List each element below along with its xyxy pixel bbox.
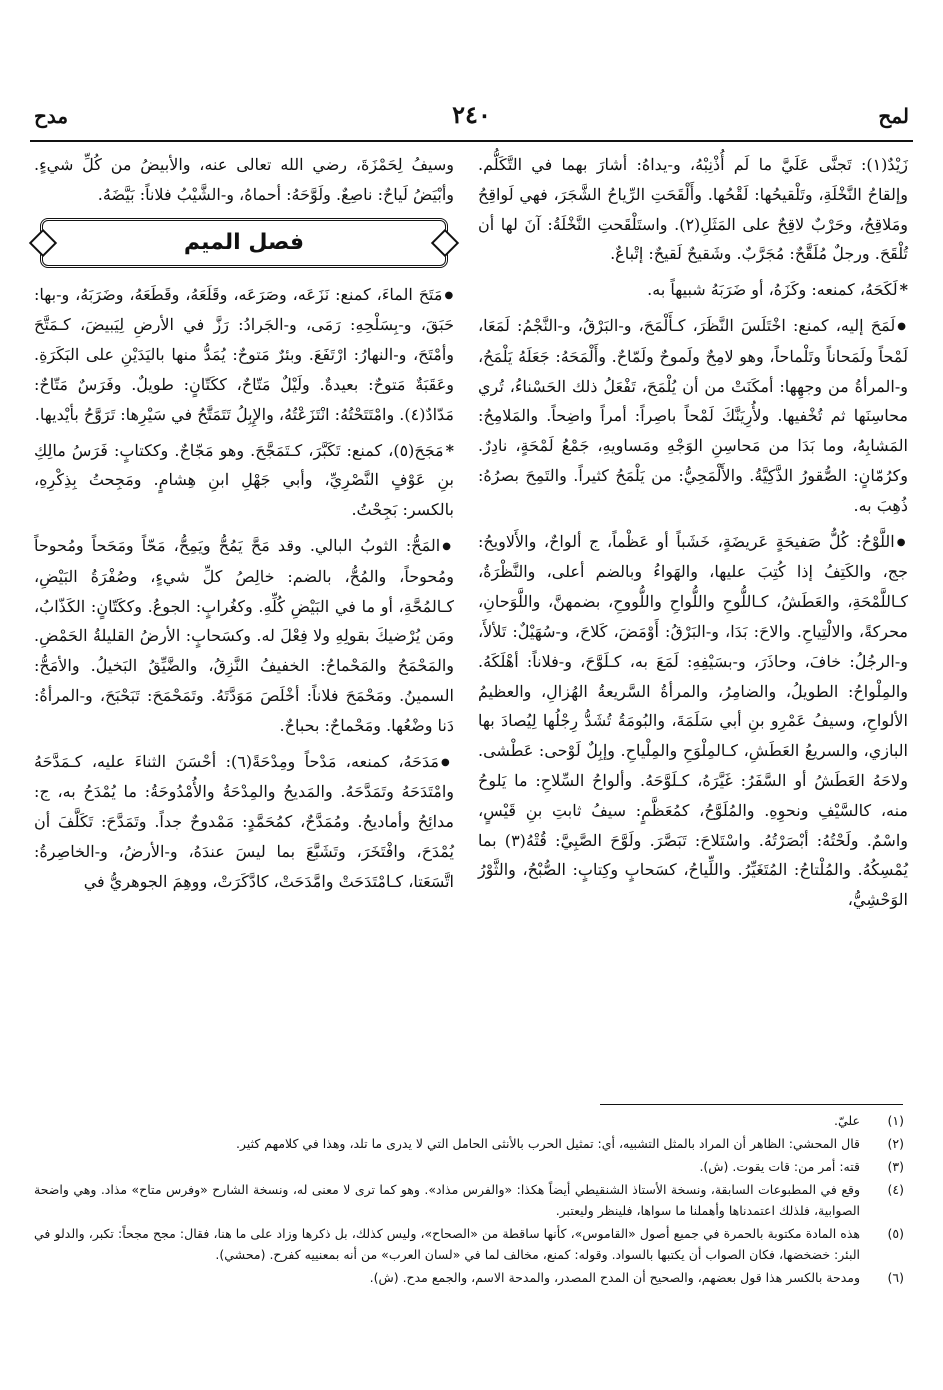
entry-paragraph: * لَكَحَهُ، كمنعه: وكَزَهُ، أو ضَرَبَهُ شبيهاً به. xyxy=(478,275,908,305)
section-title: فصل الميم xyxy=(183,229,305,255)
entry-paragraph: ● لَمَحَ إليه، كمنع: اخْتَلَسَ النَّظَرَ، كـأَلْمَحَ، و-البَرْقُ، و-النَّجْمُ: لَمَعَا، لَمْحاً ولَمَحاناً وتَلْماحاً، وهو لامِحٌ ولَموحٌ ولَمّاحٌ. وأَلْمَحَهُ: جَعَلَهُ يَلْمَحُ، و-المرأةُ من وجهِها: أمكَنَتْ من أن يُلْمَحَ، تَفْعَلُ ذلك الحَسْناءُ، تُري محاسِنَها ثم تُخْفيها. ولأُرِيَنَّكَ لَمْحاً باصِراً: أمراً واضِحاً. والمَلامِحُ: المَشابِهُ، وما بَدَا من مَحاسِنِ الوَجْهِ ومَساويهِ، جَمْعُ لَمْحَةٍ، نادِرٌ. وكرُمّانٍ: الصُّقورُ الذَّكِيَّةُ. والأَلْمَحِيُّ: من يَلْمَحُ كثيراً. والتَمِحَ بصرُهُ: ذُهِبَ به. xyxy=(478,311,908,521)
footnote-number: (٢) xyxy=(887,1136,904,1151)
footnote-number: (٦) xyxy=(887,1270,904,1285)
footnote xyxy=(34,1223,904,1265)
footnote xyxy=(34,1179,904,1221)
entry-paragraph: زَيْدٌ(١): تَجنَّى عَلَيَّ ما لَم أُذْنِبْهُ، و-يداهُ: أشارَ بهما في التَّكَلُّم. وإلقاحُ النَّخْلَةِ، وتَلْقيحُها: لَقْحُها. وأَلْقَحَتِ الرِّياحُ الشَّجَرَ، فهي لَواقِحُ ومَلاقِحُ، وحَرْبٌ لاقِحٌ على المَثَلِ(٢). واستَلْقَحتِ النَّخْلَةُ: آنَ لها أن تُلْقَحَ. ورجلٌ مُلَقَّحٌ: مُجَرَّبٌ. وشَقيحٌ لَقيحٌ: إتْباعٌ. xyxy=(478,155,908,264)
entry-paragraph: ● مَدَحَهُ، كمنعه، مَدْحاً ومِدْحَةً(٦): أحْسَنَ الثناءَ عليه، كـمَدَّحَهُ وامْتَدَحَهُ وتَمَدَّحَهُ. والمَديحُ والمِدْحَةُ والأُمْدُوحَةُ: ما يُمْدَحُ به، ج: مدائِحُ وأماديحُ. ومُمَدَّحٌ، كمُحَمَّدٍ: مَمْدوحٌ جداً. وتَمَدَّحَ: تَكَلَّفَ أن يُمْدَحَ، وافْتَخَرَ، وتَشَبَّعَ بما ليسَ عندَهُ، و-الأرضُ، و-الخاصِرةُ: اتَّسَعَتا، كـامْتَدَحَتْ وامَّدَحَتْ، كادَّكَرَتْ، ووهِمَ الجوهريُّ في xyxy=(34,747,454,897)
section-title-banner xyxy=(40,218,448,268)
header-last-word: مدح xyxy=(34,104,69,128)
footnote-text: ومدحة بالكسر هذا قول بعضهم، والصحيح أن المدح المصدر، والمدحة الاسم، والجمع مدح. (ش). xyxy=(369,1270,860,1285)
entry-paragraph: ● المَحُّ: الثوبُ البالي. وقد مَحَّ يَمُحُّ ويَمِحُّ، مَحّاً ومَحَحاً ومُحوحاً ومُحوحاً، والمُحُّ، بالضم: خالِصُ كلِّ شيءٍ، وصُفْرَةُ البَيْضِ، كـالمُحَّةِ، أو ما في البَيْضِ كُلِّهِ. وكغُرابٍ: الجوعُ. وككَتّانٍ: الكَذّابُ، ومَن يُرْضيكَ بقولِهِ ولا فِعْلَ له. وكسَحابٍ: الأرضُ القليلةُ الحَمْضِ. والمَحْمَحُ والمَحْماحُ: الخفيفُ النَّزِقُ، والضَّيِّقُ البَخيلُ. والأمَحُّ: السمينُ. ومَحْمَحَ فلاناً: أخْلَصَ مَوَدَّتَهُ. وتَمَحْمَحَ: تَبَحْبَحَ، و-المرأةُ: دَنا وضْعُها. ومَحْماحٌ: بحباحٌ. xyxy=(34,531,454,741)
footnotes xyxy=(34,1110,904,1290)
footnote xyxy=(34,1267,904,1288)
header-rule xyxy=(30,140,913,142)
header-first-word: لمح xyxy=(878,104,909,128)
page-number: ٢٤٠ xyxy=(452,100,491,129)
footnote-text: قال المحشي: الظاهر أن المراد بالمثل التشبيه، أي: تمثيل الحرب بالأنثى الحامل التي لا يدرى ما تلد، وهذا في كلامهم كثير. xyxy=(235,1136,860,1151)
footnote-text: هذه المادة مكتوبة بالحمرة في جميع أصول «القاموس»، كأنها ساقطة من «الصحاح»، وليس كذلك، بل ذكرها وزاد على ما هنا، فقال: مجح مجحاً: تكبر، والدلو في البئر: خضخضها، فكان الصواب أن يكتبها بالسواد. وقوله: كمنع، مخالف لما في «لسان العرب» من أنه بمعنييه كفرح. (محشي). xyxy=(34,1226,860,1262)
footnote-text: قته: أمر من: قات يقوت. (ش). xyxy=(699,1159,860,1174)
footnote-number: (٤) xyxy=(887,1182,904,1197)
footnote xyxy=(34,1156,904,1177)
footnote xyxy=(34,1133,904,1154)
footnote-rule xyxy=(600,1104,903,1105)
footnote xyxy=(34,1110,904,1131)
entry-paragraph: ● اللَّوْحُ: كُلُّ صَفيحَةٍ عَريضَةٍ، خَشَباً أو عَظْماً، ج ألواحٌ، والأَلاويحُ: جج، والكَتِفُ إذا كُتِبَ عليها، والهَواءُ وبالضم أعلى، والنَّظْرَةُ، كـاللَّمْحَةِ، والعَطَشُ، كـاللُّوحِ واللُّواحِ واللُّووحِ، بضمهنَّ، واللَّوَحانِ، محركةً، والالْتِياحِ. والاحَ: بَدَا، و-البَرْقُ: أَوْمَضَ، كَلاحَ، و-سُهَيْلٌ: تَلألأَ، و-الرجُلُ: خافَ، وحاذَرَ، و-بسَيْفِهِ: لَمَعَ به، كـلَوَّحَ، و-فلاناً: أهْلَكَهُ. والمِلْواحُ: الطويلُ، والضامِرُ، والمرأةُ السَّريعةُ الهُزالِ، والعظيمُ الألواحِ، وسيفُ عَمْرِو بنِ أبي سَلَمَةَ، والبُومَةُ تُشَدُّ رِجْلُها لِيُصادَ بها البازي، والسريعُ العَطَشِ، كـالمِلْوَحِ والمِلْياحِ. وإبِلٌ لَوْحى: عَطْشى. ولاحَهُ العَطَشُ أو السَّفَرُ: غَيَّرَهُ، كـلَوَّحَهُ. وألواحُ السِّلاحِ: ما يَلوحُ منه، كالسَّيْفِ ونحوِهِ. والمُلَوَّحُ، كمُعَظَّمٍ: سيفُ ثابتِ بنِ قَيْسٍ، واسْمٌ. ولَحْتُهُ: أبْصَرْتُهُ. واسْتَلاحَ: تَبَصَّرَ. ولَوَّحَ الصَّبِيَّ: قُتْهُ(٣) بما يُمْسِكُهُ. والمُلْتاحُ: المُتَغَيِّرُ. واللِّياحُ، كسَحابٍ وكِتابٍ: الصُّبْحُ، والثَّوْرُ الوَحْشِيُّ، xyxy=(478,527,908,915)
footnote-number: (٥) xyxy=(887,1226,904,1241)
running-header xyxy=(30,98,913,138)
entry-paragraph: ● مَتَحَ الماءَ، كمنع: نَزَعَه، وصَرَعَه، وقَلَعَهُ، وقَطَعَهُ، وضَرَبَهُ، و-بها: حَبَقَ، و-بِسَلْحِهِ: رَمَى، و-الجَرادُ: رَزَّ في الأرضِ لِيَبيضَ، كـمَتَّحَ وأمْتَحَ، و-النهارُ: ارْتَفَعَ. وبئرٌ مَتوحٌ: يُمَدُّ منها باليَدَيْنِ على البَكَرَةِ. وعَقَبَةٌ مَتوحٌ: بعيدةٌ. ولَيْلٌ مَتّاحٌ، ككَتّانٍ: طويلٌ. وفَرَسٌ مَتّاحٌ: مَدّادٌ(٤). وامْتَتَحْتُهُ: انْتَزَعْتُهُ، والإِبِلُ تَتَمَتَّحُ في سَيْرِها: تَرَوَّحُ بأيْديها. xyxy=(34,280,454,430)
footnote-number: (٣) xyxy=(887,1159,904,1174)
right-column xyxy=(478,150,908,921)
footnote-text: عليّ. xyxy=(834,1113,860,1128)
continuation-paragraph: وسيفُ لِحَمْزَةَ، رضي الله تعالى عنه، والأبيضُ من كُلِّ شيءٍ. وأبْيَضُ لَياحٌ: ناصِعٌ. ولَوَّحَهُ: أحماهُ، و-الشَّيْبُ فلاناً: بَيَّضَهُ. xyxy=(34,155,454,204)
entry-paragraph: * مَجَحَ(٥)، كمنع: تَكَبَّرَ، كـتَمَجَّحَ. وهو مَجّاحٌ. وككتابٍ: فَرَسُ مالِكِ بنِ عَوْفٍ النَّصْرِيِّ، وأبي جَهْلِ ابنِ هِشامٍ. ومَجِحتُ بِذِكْرِهِ، بالكسر: بَجِحْتُ. xyxy=(34,436,454,525)
left-column xyxy=(34,150,454,903)
footnote-text: وقع في المطبوعات السابقة، ونسخة الأستاذ الشنقيطي أيضاً هكذا: «والفرس مذاد». وهو كما ترى لا معنى له، ونسخة الشارح «وفرس متاح» مذاد. وهي واضحة الصوابية، فلذلك اعتمدناها وأهملنا ما سواها، فلينظر وليعتبر. xyxy=(34,1182,860,1218)
footnote-number: (١) xyxy=(887,1113,904,1128)
